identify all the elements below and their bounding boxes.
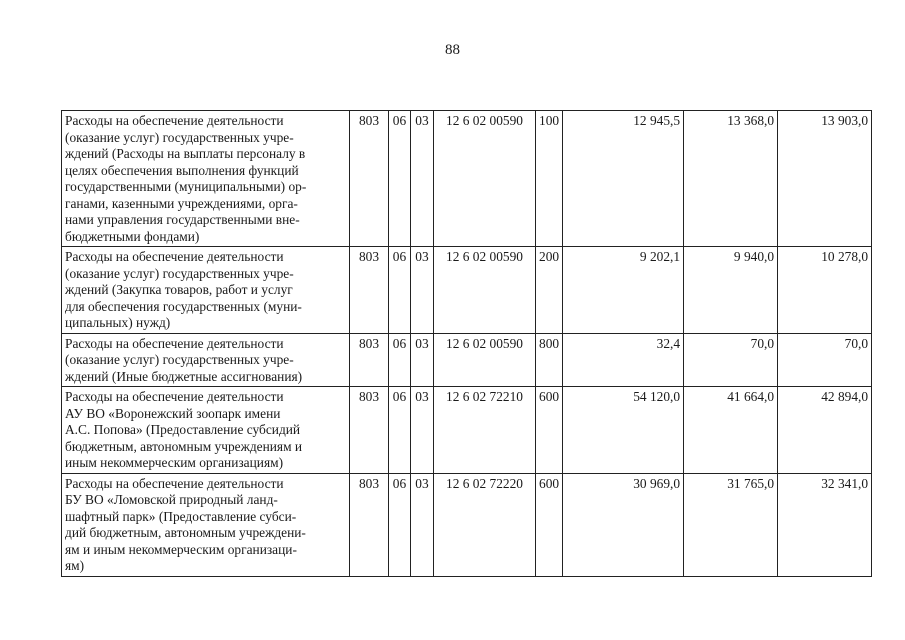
description-cell [62, 333, 350, 387]
amount-year-3-cell: 32 341,0 [778, 473, 872, 576]
description-cell [62, 387, 350, 474]
description-line: для обеспечения государственных (муни- [65, 298, 302, 314]
description-line: ям и иным некоммерческим организаци- [65, 541, 297, 557]
description-line: нами управления государственными вне- [65, 212, 300, 227]
amount-year-2-cell: 70,0 [684, 333, 778, 387]
description-line: ям) [65, 558, 85, 573]
ministry-code-cell: 803 [350, 111, 389, 247]
description-line: ждений (Расходы на выплаты персоналу в [65, 146, 306, 161]
description-line: ципальных) нужд) [65, 315, 171, 330]
amount-year-2-cell: 41 664,0 [684, 387, 778, 474]
amount-year-1-cell: 32,4 [563, 333, 684, 387]
subsection-code-cell: 03 [411, 473, 434, 576]
description-line: Расходы на обеспечение деятельности [65, 113, 284, 128]
target-article-cell: 12 6 02 72220 [434, 473, 536, 576]
description-line: Расходы на обеспечение деятельности [65, 475, 284, 491]
target-article-cell: 12 6 02 00590 [434, 333, 536, 387]
description-line: Расходы на обеспечение деятельности [65, 335, 284, 351]
description-line: Расходы на обеспечение деятельности [65, 249, 284, 264]
target-article-cell: 12 6 02 00590 [434, 247, 536, 334]
section-code-cell: 06 [389, 387, 411, 474]
subsection-code-cell: 03 [411, 111, 434, 247]
amount-year-2-cell: 13 368,0 [684, 111, 778, 247]
budget-table-body [62, 111, 872, 577]
amount-year-3-cell: 10 278,0 [778, 247, 872, 334]
table-row [62, 473, 872, 576]
target-article-cell: 12 6 02 00590 [434, 111, 536, 247]
description-line: (оказание услуг) государственных учре- [65, 265, 294, 281]
amount-year-2-cell: 9 940,0 [684, 247, 778, 334]
amount-year-1-cell: 30 969,0 [563, 473, 684, 576]
amount-year-3-cell: 42 894,0 [778, 387, 872, 474]
expense-type-cell: 600 [536, 387, 563, 474]
description-line: иным некоммерческим организациям) [65, 455, 284, 470]
ministry-code-cell: 803 [350, 247, 389, 334]
amount-year-1-cell: 9 202,1 [563, 247, 684, 334]
amount-year-3-cell: 13 903,0 [778, 111, 872, 247]
description-line: А.С. Попова» (Предоставление субсидий [65, 422, 301, 437]
section-code-cell: 06 [389, 111, 411, 247]
description-line: БУ ВО «Ломовской природный ланд- [65, 492, 278, 507]
description-line: бюджетным, автономным учреждениям и [65, 438, 303, 454]
ministry-code-cell: 803 [350, 387, 389, 474]
description-cell [62, 473, 350, 576]
description-line: государственными (муниципальными) ор- [65, 179, 307, 194]
description-line: целях обеспечения выполнения функций [65, 162, 299, 178]
description-line: шафтный парк» (Предоставление субси- [65, 508, 297, 524]
description-line: (оказание услуг) государственных учре- [65, 352, 294, 367]
section-code-cell: 06 [389, 247, 411, 334]
description-line: бюджетными фондами) [65, 228, 200, 244]
table-row [62, 111, 872, 247]
expense-type-cell: 600 [536, 473, 563, 576]
description-line: (оказание услуг) государственных учре- [65, 129, 294, 145]
subsection-code-cell: 03 [411, 387, 434, 474]
subsection-code-cell: 03 [411, 333, 434, 387]
amount-year-2-cell: 31 765,0 [684, 473, 778, 576]
table-row [62, 333, 872, 387]
amount-year-1-cell: 54 120,0 [563, 387, 684, 474]
amount-year-3-cell: 70,0 [778, 333, 872, 387]
expense-type-cell: 200 [536, 247, 563, 334]
description-line: дий бюджетным, автономным учреждени- [65, 525, 306, 540]
budget-table [61, 110, 872, 577]
description-line: Расходы на обеспечение деятельности [65, 389, 284, 404]
page-number: 88 [445, 42, 460, 58]
description-line: ждений (Закупка товаров, работ и услуг [65, 282, 293, 297]
table-row [62, 387, 872, 474]
description-cell [62, 111, 350, 247]
expense-type-cell: 100 [536, 111, 563, 247]
target-article-cell: 12 6 02 72210 [434, 387, 536, 474]
expense-type-cell: 800 [536, 333, 563, 387]
ministry-code-cell: 803 [350, 473, 389, 576]
section-code-cell: 06 [389, 473, 411, 576]
section-code-cell: 06 [389, 333, 411, 387]
table-row [62, 247, 872, 334]
amount-year-1-cell: 12 945,5 [563, 111, 684, 247]
description-line: АУ ВО «Воронежский зоопарк имени [65, 405, 281, 421]
subsection-code-cell: 03 [411, 247, 434, 334]
description-line: ждений (Иные бюджетные ассигнования) [65, 368, 303, 384]
description-line: ганами, казенными учреждениями, орга- [65, 195, 298, 211]
ministry-code-cell: 803 [350, 333, 389, 387]
description-cell [62, 247, 350, 334]
